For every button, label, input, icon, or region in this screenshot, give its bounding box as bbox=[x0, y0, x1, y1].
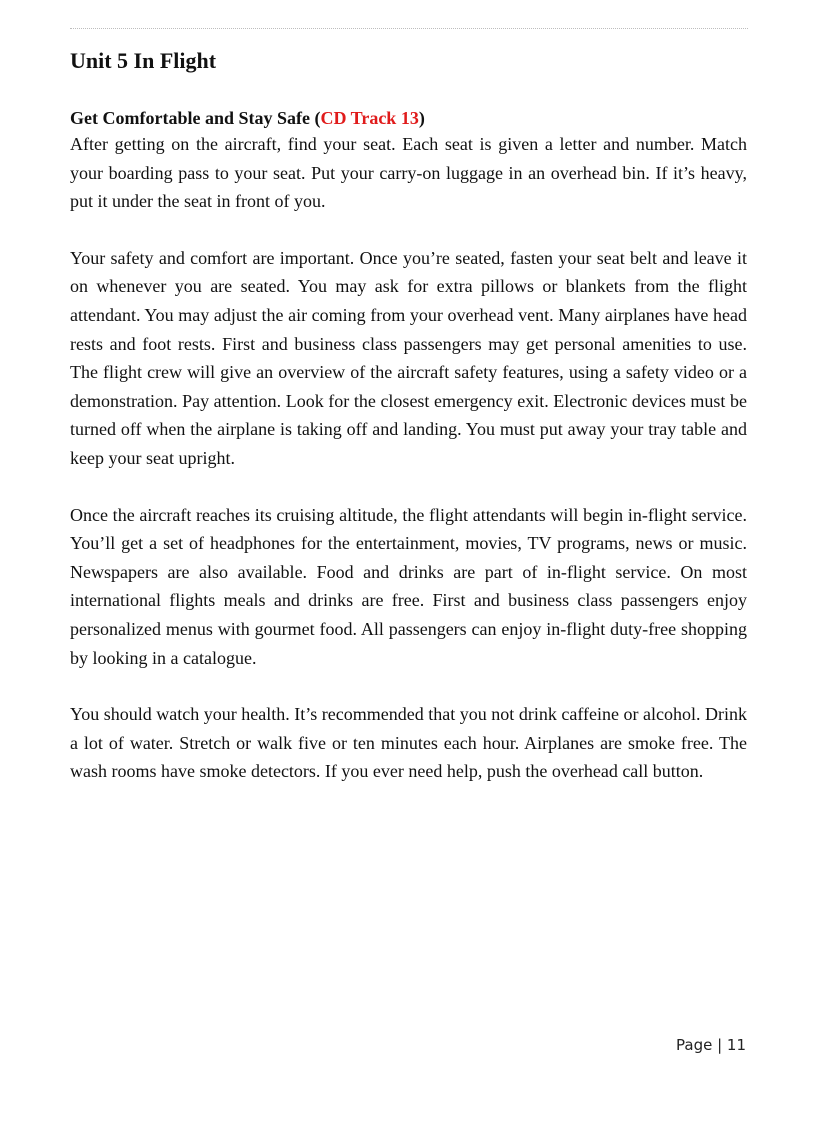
section-heading-text: Get Comfortable and Stay Safe bbox=[70, 108, 310, 128]
unit-title: Unit 5 In Flight bbox=[70, 48, 217, 73]
paren-close: ) bbox=[418, 108, 425, 128]
paragraph-service: Once the aircraft reaches its cruising altitude, the flight attendants will begin in-flight service. You’ll get a set of headphones for the entertainment, movies, TV programs, news or music. Newspapers are also available. Food and drinks are part of in-flight service. On most international flights meals and drinks are free. First and business class passengers enjoy personalized menus with gourmet food. All passengers can enjoy in-flight duty-free shopping by looking in a catalogue. bbox=[70, 504, 747, 668]
paragraph-health: You should watch your health. It’s recommended that you not drink caffeine or alcohol. Drink a lot of water. Stretch or walk five or ten minutes each hour. Airplanes are smoke free. The wash rooms have smoke detectors. If you ever need help, push the overhead call button. bbox=[70, 704, 747, 782]
section-heading bbox=[70, 106, 747, 130]
paragraph-safety: Your safety and comfort are important. Once you’re seated, fasten your seat belt and leave it on whenever you are seated. You may ask for extra pillows or blankets from the flight attendant. You may adjust the air coming from your overhead vent. Many airplanes have head rests and foot rests. First and business class passengers may get personal amenities to use. The flight crew will give an overview of the aircraft safety features, using a safety video or a demonstration. Pay attention. Look for the closest emergency exit. Electronic devices must be turned off when the airplane is taking off and landing. You must put away your tray table and keep your seat upright. bbox=[70, 247, 747, 468]
page-content bbox=[70, 45, 747, 786]
header-divider bbox=[70, 28, 748, 29]
page-number: Page | 11 bbox=[676, 1036, 746, 1054]
paren-open: ( bbox=[309, 108, 321, 128]
cd-track-reference: CD Track 13 bbox=[320, 108, 419, 128]
paragraph-boarding: After getting on the aircraft, find your seat. Each seat is given a letter and number. Match your boarding pass to your seat. Put your carry-on luggage in an overhead bin. If it’s heavy, put it under the seat in front of you. bbox=[70, 134, 747, 212]
